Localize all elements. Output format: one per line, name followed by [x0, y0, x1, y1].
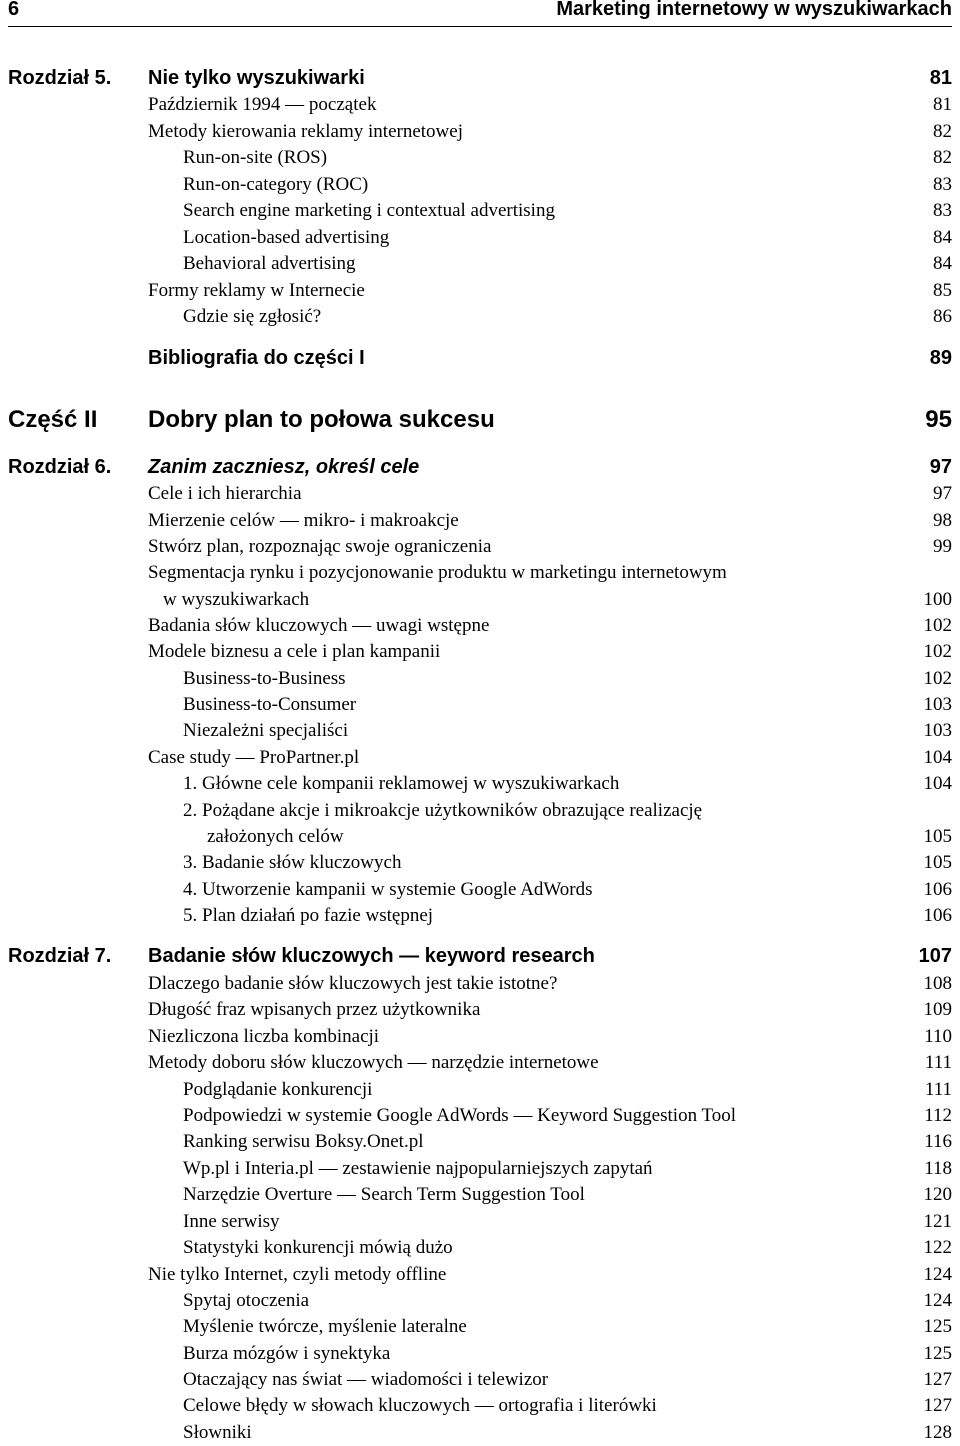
toc-entry[interactable] [0, 1077, 960, 1103]
toc-title: Celowe błędy w słowach kluczowych — ortografia i literówki [183, 1395, 657, 1416]
toc-entry[interactable] [0, 1314, 960, 1340]
toc-entry[interactable] [0, 613, 960, 639]
toc-entry[interactable] [0, 508, 960, 534]
toc-page-number: 109 [922, 997, 953, 1023]
toc-entry[interactable] [0, 1367, 960, 1393]
toc-page-number: 124 [922, 1262, 953, 1288]
toc-page-number: 116 [922, 1129, 952, 1155]
toc-page-number: 127 [922, 1393, 953, 1419]
toc-entry[interactable] [0, 1103, 960, 1129]
toc-entry[interactable] [0, 172, 960, 198]
toc-label: Rozdział 6. [8, 456, 112, 478]
toc-entry[interactable] [0, 1420, 960, 1446]
toc-entry[interactable] [0, 745, 960, 771]
toc-title: Badanie słów kluczowych — keyword research [148, 945, 595, 967]
toc-title: Formy reklamy w Internecie [148, 280, 365, 301]
toc-label: Rozdział 7. [8, 945, 112, 967]
toc-page-number: 108 [922, 971, 953, 997]
toc-entry[interactable] [0, 481, 960, 507]
toc-title: Dlaczego badanie słów kluczowych jest takie istotne? [148, 973, 558, 994]
toc-entry[interactable] [0, 1393, 960, 1419]
toc-title: Business-to-Consumer [183, 694, 357, 715]
toc-title: Październik 1994 — początek [148, 94, 377, 115]
toc-entry[interactable] [0, 1262, 960, 1288]
toc-title: Search engine marketing i contextual advertising [183, 200, 555, 221]
toc-part[interactable] [0, 404, 960, 436]
toc-chapter[interactable] [0, 64, 960, 92]
toc-entry[interactable] [0, 1156, 960, 1182]
toc-title: Mierzenie celów — mikro- i makroakcje [148, 510, 459, 531]
toc-chapter[interactable] [0, 453, 960, 481]
page-number: 6 [8, 0, 20, 20]
toc-title: Case study — ProPartner.pl [148, 747, 360, 768]
toc-title: Run-on-category (ROC) [183, 174, 369, 195]
toc-page-number: 84 [931, 225, 952, 251]
toc-entry[interactable] [0, 798, 960, 824]
toc-page-number: 98 [931, 508, 952, 534]
running-title: Marketing internetowy w wyszukiwarkach [556, 0, 952, 20]
toc-title: Stwórz plan, rozpoznając swoje ograniczenia [148, 536, 492, 557]
toc-title: Zanim zaczniesz, określ cele [148, 456, 420, 478]
toc-page-number: 103 [922, 718, 953, 744]
toc-title: Badania słów kluczowych — uwagi wstępne [148, 615, 490, 636]
toc-page-number: 110 [922, 1024, 952, 1050]
toc-page-number: 82 [931, 145, 952, 171]
toc-title: Długość fraz wpisanych przez użytkownika [148, 999, 481, 1020]
toc-page-number: 89 [928, 344, 952, 372]
toc-entry[interactable] [0, 1182, 960, 1208]
toc-entry[interactable] [0, 92, 960, 118]
toc-entry[interactable] [0, 587, 960, 613]
toc-title: w wyszukiwarkach [163, 589, 310, 610]
toc-entry[interactable] [0, 771, 960, 797]
toc-title: Gdzie się zgłosić? [183, 306, 322, 327]
toc-title: Niezależni specjaliści [183, 720, 349, 741]
toc-title: Run-on-site (ROS) [183, 147, 328, 168]
toc-title: Inne serwisy [183, 1211, 280, 1232]
toc-entry[interactable] [0, 971, 960, 997]
toc-page-number: 84 [931, 251, 952, 277]
toc-title: Location-based advertising [183, 227, 390, 248]
toc-title: Otaczający nas świat — wiadomości i telewizor [183, 1369, 549, 1390]
toc-entry[interactable] [0, 1050, 960, 1076]
toc-title: Segmentacja rynku i pozycjonowanie produktu w marketingu internetowym [148, 562, 727, 583]
toc-title: Nie tylko wyszukiwarki [148, 67, 365, 89]
toc-entry[interactable] [0, 1129, 960, 1155]
toc-entry[interactable] [0, 304, 960, 330]
toc-page-number: 128 [922, 1420, 953, 1446]
toc-page-number: 95 [923, 404, 952, 436]
toc-title: Business-to-Business [183, 668, 346, 689]
toc-title: Cele i ich hierarchia [148, 483, 302, 504]
toc-title: Dobry plan to połowa sukcesu [148, 406, 495, 433]
toc-title: Niezliczona liczba kombinacji [148, 1026, 380, 1047]
toc-page-number: 103 [922, 692, 953, 718]
toc-page-number: 85 [931, 278, 952, 304]
toc-page-number: 83 [931, 198, 952, 224]
toc-entry[interactable] [0, 278, 960, 304]
toc-page-number: 102 [922, 613, 953, 639]
toc-title: 2. Pożądane akcje i mikroakcje użytkowników obrazujące realizację [183, 800, 703, 821]
toc-page-number: 112 [922, 1103, 952, 1129]
toc-title: Statystyki konkurencji mówią dużo [183, 1237, 453, 1258]
toc-page-number: 82 [931, 119, 952, 145]
toc-title: Burza mózgów i synektyka [183, 1343, 391, 1364]
toc-entry[interactable] [0, 145, 960, 171]
toc-entry[interactable] [0, 119, 960, 145]
toc-entry[interactable] [0, 997, 960, 1023]
toc-label: Część II [8, 406, 98, 433]
toc-page-number: 106 [922, 877, 953, 903]
toc-title: 4. Utworzenie kampanii w systemie Google AdWords [183, 879, 593, 900]
toc-entry[interactable] [0, 824, 960, 850]
toc-title: Słowniki [183, 1422, 252, 1443]
toc-entry[interactable] [0, 1288, 960, 1314]
toc-entry[interactable] [0, 903, 960, 929]
toc-entry[interactable] [0, 850, 960, 876]
toc-entry[interactable] [0, 198, 960, 224]
toc-title: Narzędzie Overture — Search Term Suggestion Tool [183, 1184, 585, 1205]
toc-page-number: 111 [923, 1050, 952, 1076]
toc-title: Metody doboru słów kluczowych — narzędzie internetowe [148, 1052, 599, 1073]
toc-chapter[interactable] [0, 344, 960, 372]
toc-title: Wp.pl i Interia.pl — zestawienie najpopularniejszych zapytań [183, 1158, 653, 1179]
toc-label: Rozdział 5. [8, 67, 112, 89]
toc-title: Modele biznesu a cele i plan kampanii [148, 641, 441, 662]
toc-page-number: 104 [922, 771, 953, 797]
toc-chapter[interactable] [0, 942, 960, 970]
toc-page-number: 81 [928, 64, 952, 92]
toc-entry[interactable] [0, 1209, 960, 1235]
toc-page-number: 100 [922, 587, 953, 613]
toc-page-number: 107 [917, 942, 952, 970]
toc-entry[interactable] [0, 560, 960, 586]
toc-page-number: 86 [931, 304, 952, 330]
toc-page-number: 120 [922, 1182, 953, 1208]
toc-entry[interactable] [0, 1235, 960, 1261]
toc-entry[interactable] [0, 225, 960, 251]
toc-page-number: 121 [922, 1209, 953, 1235]
toc-title: Myślenie twórcze, myślenie lateralne [183, 1316, 467, 1337]
toc-entry[interactable] [0, 718, 960, 744]
toc-entry[interactable] [0, 1024, 960, 1050]
toc-title: Behavioral advertising [183, 253, 356, 274]
toc-page-number: 102 [922, 666, 953, 692]
toc-title: Podpowiedzi w systemie Google AdWords — Keyword Suggestion Tool [183, 1105, 737, 1126]
toc-title: Ranking serwisu Boksy.Onet.pl [183, 1131, 424, 1152]
toc-entry[interactable] [0, 1341, 960, 1367]
toc-page-number: 106 [922, 903, 953, 929]
toc-page-number: 124 [922, 1288, 953, 1314]
toc-page-number: 118 [922, 1156, 952, 1182]
toc-page-number: 125 [922, 1314, 953, 1340]
toc-title: Spytaj otoczenia [183, 1290, 310, 1311]
toc-page-number: 105 [922, 850, 953, 876]
toc-entry[interactable] [0, 692, 960, 718]
toc-entry[interactable] [0, 251, 960, 277]
toc-page-number: 97 [931, 481, 952, 507]
toc-page-number: 127 [922, 1367, 953, 1393]
toc-page-number: 97 [928, 453, 952, 481]
toc-page-number: 104 [922, 745, 953, 771]
toc-page-number: 81 [931, 92, 952, 118]
toc-entry[interactable] [0, 534, 960, 560]
toc-title: 3. Badanie słów kluczowych [183, 852, 402, 873]
toc-page-number: 105 [922, 824, 953, 850]
toc-entry[interactable] [0, 666, 960, 692]
toc-title: Bibliografia do części I [148, 347, 365, 369]
toc-entry[interactable] [0, 639, 960, 665]
toc-title: Metody kierowania reklamy internetowej [148, 121, 463, 142]
toc-title: Nie tylko Internet, czyli metody offline [148, 1264, 447, 1285]
toc-title: 5. Plan działań po fazie wstępnej [183, 905, 434, 926]
toc-page-number: 99 [931, 534, 952, 560]
toc-page-number: 122 [922, 1235, 953, 1261]
toc-page-number: 102 [922, 639, 953, 665]
toc-title: założonych celów [207, 826, 344, 847]
toc-page-number: 111 [923, 1077, 952, 1103]
toc-entry[interactable] [0, 877, 960, 903]
toc-page-number: 125 [922, 1341, 953, 1367]
toc-title: 1. Główne cele kompanii reklamowej w wyszukiwarkach [183, 773, 620, 794]
toc-page-number: 83 [931, 172, 952, 198]
toc-title: Podglądanie konkurencji [183, 1079, 373, 1100]
